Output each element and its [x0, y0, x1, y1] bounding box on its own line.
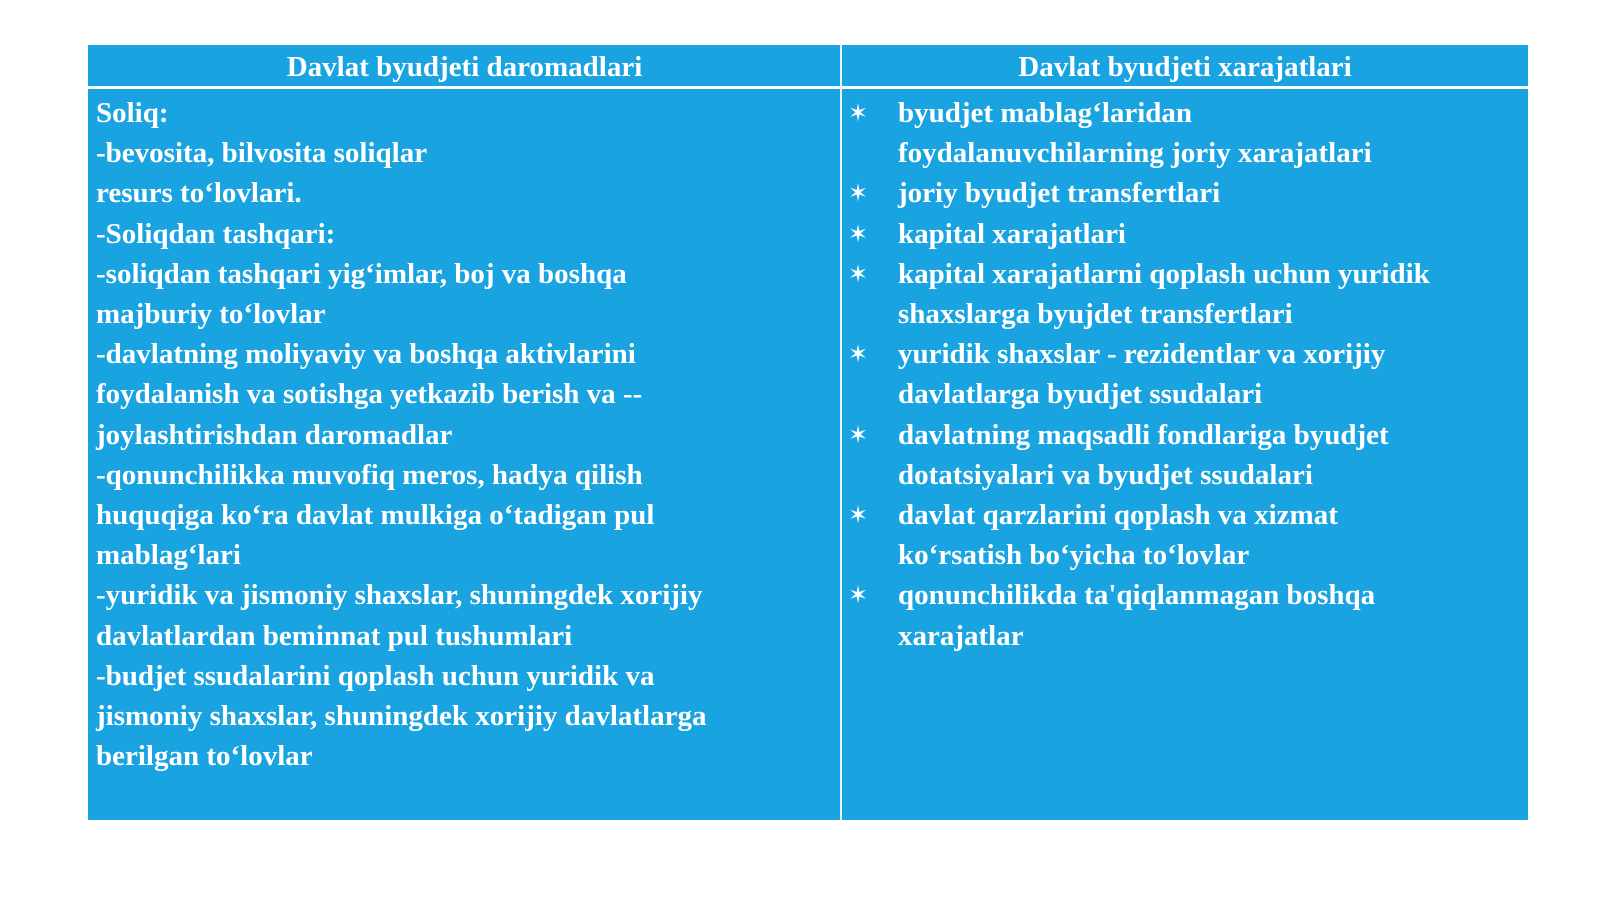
expenditure-item-text — [898, 334, 1524, 414]
expenditure-item-text — [898, 415, 1524, 495]
table-header-row — [88, 45, 1528, 89]
expenditure-list-item — [848, 214, 1524, 254]
revenue-line: -soliqdan tashqari yig‘imlar, boj va boshqa — [96, 257, 627, 290]
revenue-line: Soliq: — [96, 97, 169, 129]
expenditure-line: dotatsiyalari va byudjet ssudalari — [898, 458, 1313, 491]
expenditure-item-text — [898, 575, 1524, 655]
revenue-line: -bevosita, bilvosita soliqlar — [96, 137, 428, 170]
expenditure-line: qonunchilikda ta'qiqlanmagan boshqa — [898, 579, 1376, 612]
revenue-line: -yuridik va jismoniy shaxslar, shuningdek xorijiy — [96, 579, 703, 612]
header-expenditures: Davlat byudjeti xarajatlari — [1018, 51, 1352, 83]
revenue-line: foydalanish va sotishga yetkazib berish va -- — [96, 378, 643, 411]
revenue-line: resurs to‘lovlari. — [96, 177, 302, 210]
budget-table — [88, 45, 1528, 820]
expenditure-line: xarajatlar — [898, 619, 1024, 652]
expenditure-item-text — [898, 93, 1524, 173]
expenditure-line: davlat qarzlarini qoplash va xizmat — [898, 499, 1338, 532]
star-bullet-icon: ✶ — [848, 219, 869, 248]
expenditure-line: ko‘rsatish bo‘yicha to‘lovlar — [898, 539, 1250, 572]
revenue-line: huquqiga ko‘ra davlat mulkiga o‘tadigan pul — [96, 499, 655, 532]
header-revenues: Davlat byudjeti daromadlari — [286, 51, 643, 83]
revenue-line: -budjet ssudalarini qoplash uchun yuridik va — [96, 659, 655, 692]
expenditure-line: davlatlarga byudjet ssudalari — [898, 378, 1263, 411]
revenue-line: -Soliqdan tashqari: — [96, 217, 336, 250]
star-bullet-icon: ✶ — [848, 259, 869, 288]
revenue-line: mablag‘lari — [96, 539, 241, 572]
expenditure-line: davlatning maqsadli fondlariga byudjet — [898, 418, 1389, 451]
expenditure-item-text — [898, 173, 1524, 213]
star-bullet-icon: ✶ — [848, 99, 869, 127]
expenditure-list-item — [848, 254, 1524, 334]
expenditure-item-text — [898, 254, 1524, 334]
expenditure-list-item — [848, 415, 1524, 495]
expenditure-line: yuridik shaxslar - rezidentlar va xorijiy — [898, 338, 1386, 371]
expenditure-line: kapital xarajatlari — [898, 217, 1126, 250]
expenditure-line: kapital xarajatlarni qoplash uchun yuridik — [898, 257, 1430, 290]
revenue-line: majburiy to‘lovlar — [96, 298, 326, 331]
expenditure-list-item — [848, 334, 1524, 414]
star-bullet-icon: ✶ — [848, 581, 869, 610]
revenue-line: -davlatning moliyaviy va boshqa aktivlarini — [96, 338, 636, 371]
star-bullet-icon: ✶ — [848, 420, 869, 449]
expenditure-line: foydalanuvchilarning joriy xarajatlari — [898, 137, 1372, 170]
expenditure-list-item — [848, 575, 1524, 655]
expenditure-line: shaxslarga byujdet transfertlari — [898, 298, 1293, 331]
expenditures-cell — [848, 93, 1524, 656]
expenditure-item-text — [898, 214, 1524, 254]
revenues-cell — [96, 93, 836, 776]
revenue-line: -qonunchilikka muvofiq meros, hadya qilish — [96, 458, 643, 491]
expenditure-list-item — [848, 93, 1524, 173]
revenue-line: davlatlardan beminnat pul tushumlari — [96, 619, 573, 652]
star-bullet-icon: ✶ — [848, 501, 869, 530]
revenue-line: jismoniy shaxslar, shuningdek xorijiy davlatlarga — [96, 700, 707, 733]
revenue-line: berilgan to‘lovlar — [96, 740, 313, 773]
column-divider — [840, 45, 842, 820]
expenditure-item-text — [898, 495, 1524, 575]
star-bullet-icon: ✶ — [848, 340, 869, 369]
expenditure-list-item — [848, 495, 1524, 575]
expenditure-line: byudjet mablag‘laridan — [898, 97, 1193, 129]
revenue-line: joylashtirishdan daromadlar — [96, 418, 453, 451]
expenditure-line: joriy byudjet transfertlari — [898, 177, 1221, 210]
star-bullet-icon: ✶ — [848, 179, 869, 208]
expenditure-list-item — [848, 173, 1524, 213]
